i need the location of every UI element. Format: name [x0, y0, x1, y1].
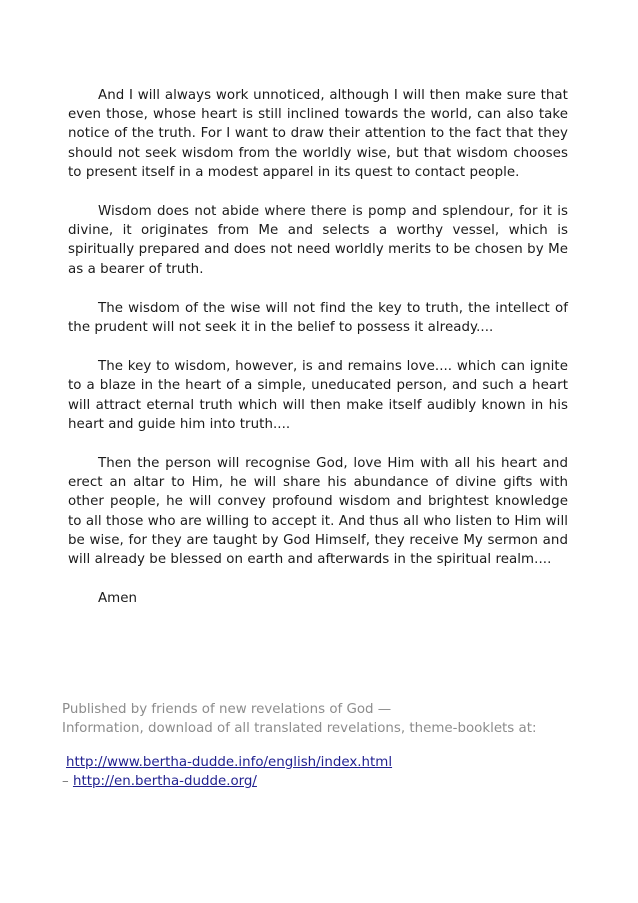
paragraph-5: Then the person will recognise God, love Him with all his heart and erect an altar to Him, he will share his abundance of divine gifts with other people, he will convey profound wisdom and brightest knowledge to all those who are willing to accept it. And thus all who listen to Him will be wise, for they are taught by God Himself, they receive My sermon and will already be blessed on earth and afterwards in the spiritual realm....	[68, 456, 568, 568]
footer-links	[62, 753, 582, 792]
publisher-footer	[62, 700, 582, 792]
paragraph-2: Wisdom does not abide where there is pomp and splendour, for it is divine, it originates from Me and selects a worthy vessel, which is spiritually prepared and does not need worldly merits to be chosen by Me as a bearer of truth.	[68, 204, 568, 277]
info-line: Information, download of all translated revelations, theme-booklets at:	[62, 721, 537, 737]
paragraph-4: The key to wisdom, however, is and remains love.... which can ignite to a blaze in the heart of a simple, uneducated person, and such a heart will attract eternal truth which will then make itself audibly known in his heart and guide him into truth....	[68, 359, 568, 432]
published-by-line: Published by friends of new revelations of God —	[62, 702, 392, 717]
bertha-dudde-org-link[interactable]: http://en.bertha-dudde.org/	[72, 774, 257, 790]
paragraph-1: And I will always work unnoticed, although I will then make sure that even those, whose heart is still inclined towards the world, can also take notice of the truth. For I want to draw their attention to the fact that they should not seek wisdom from the worldly wise, but that wisdom chooses to present itself in a modest apparel in its quest to contact people.	[68, 88, 568, 180]
bertha-dudde-info-link[interactable]: http://www.bertha-dudde.info/english/index.html	[66, 754, 393, 770]
dash-separator: –	[62, 774, 69, 790]
document-body	[68, 86, 568, 608]
closing-amen: Amen	[98, 591, 137, 607]
paragraph-3: The wisdom of the wise will not find the key to truth, the intellect of the prudent will not seek it in the belief to possess it already....	[68, 300, 568, 336]
